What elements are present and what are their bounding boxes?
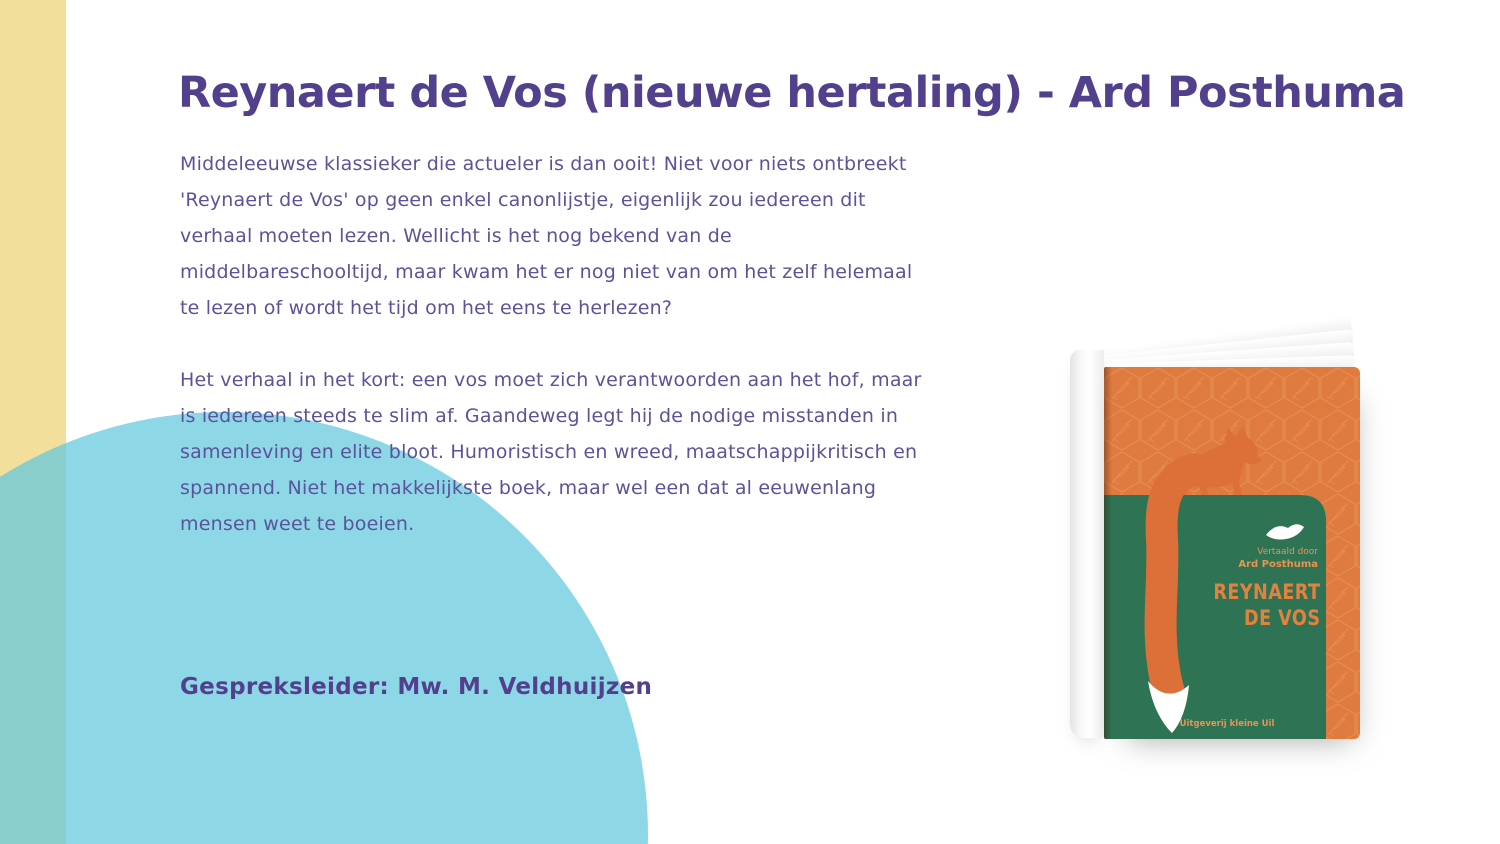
page-title: Reynaert de Vos (nieuwe hertaling) - Ard Posthuma [178, 68, 1406, 118]
text-line: mensen weet te boeien. [180, 513, 415, 535]
paragraph-gap [180, 326, 922, 362]
text-line: is iedereen steeds te slim af. Gaandeweg legt hij de nodige misstanden in [180, 405, 899, 427]
moderator-label: Gespreksleider: Mw. M. Veldhuijzen [180, 674, 653, 700]
text-line: middelbareschooltijd, maar kwam het er nog niet van om het zelf helemaal [180, 261, 913, 283]
text-line: Het verhaal in het kort: een vos moet zich verantwoorden aan het hof, maar [180, 369, 922, 391]
cover-translator-name: Ard Posthuma [1238, 559, 1318, 570]
cover-crease-shadow [1104, 367, 1112, 739]
book-spine [1070, 350, 1104, 738]
cover-title [1213, 579, 1320, 631]
cover-publisher-name: Uitgeverij kleine Uil [1179, 719, 1275, 729]
text-line: verhaal moeten lezen. Wellicht is het nog bekend van de [180, 225, 732, 247]
text-line: spannend. Niet het makkelijkste boek, maar wel een dat al eeuwenlang [180, 477, 877, 499]
text-line: 'Reynaert de Vos' op geen enkel canonlijstje, eigenlijk zou iedereen dit [180, 189, 866, 211]
paragraph-2 [180, 362, 922, 542]
cover-art [1104, 367, 1360, 739]
text-line: te lezen of wordt het tijd om het eens te herlezen? [180, 297, 673, 319]
text-line: samenleving en elite bloot. Humoristisch en wreed, maatschappijkritisch en [180, 441, 918, 463]
text-line: Middeleeuwse klassieker die actueler is dan ooit! Niet voor niets ontbreekt [180, 153, 907, 175]
cover-title-line2: DE VOS [1243, 606, 1320, 630]
cover-title-line1: REYNAERT [1212, 580, 1320, 604]
body-text [180, 146, 922, 542]
book-front-cover [1104, 367, 1360, 739]
cover-translated-by-label: Vertaald door [1257, 547, 1318, 557]
book-cover-image [1066, 312, 1364, 748]
paragraph-1 [180, 146, 922, 326]
